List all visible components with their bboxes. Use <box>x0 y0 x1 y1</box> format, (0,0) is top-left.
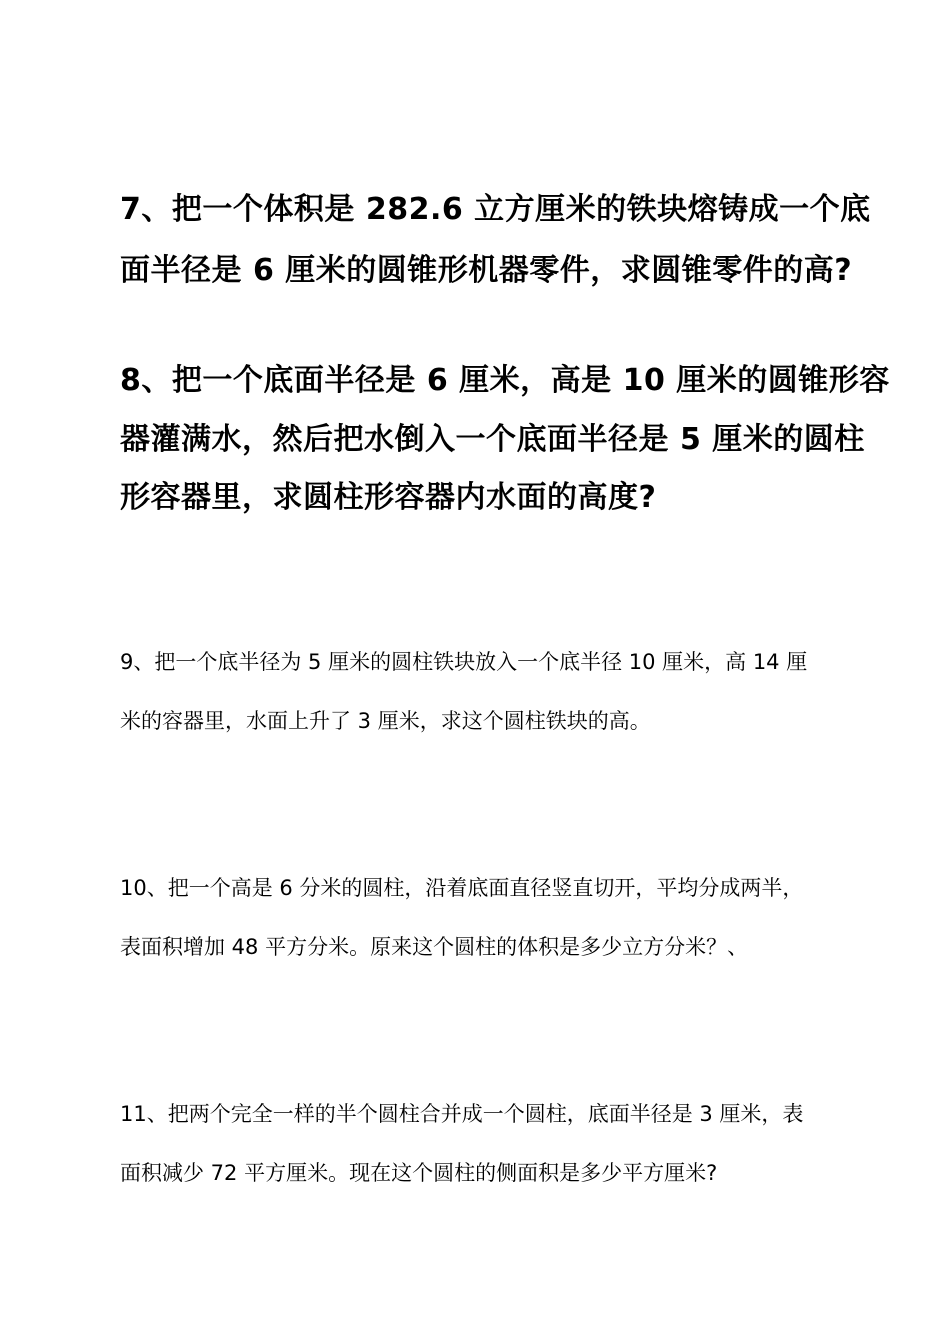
question-11-line-2: 面积减少 72 平方厘米。现在这个圆柱的侧面积是多少平方厘米? <box>120 1161 718 1185</box>
question-8-line-1: 8、把一个底面半径是 6 厘米，高是 10 厘米的圆锥形容 <box>120 363 890 398</box>
question-10-line-1: 10、把一个高是 6 分米的圆柱，沿着底面直径竖直切开，平均分成两半， <box>120 876 804 900</box>
question-9-line-2: 米的容器里，水面上升了 3 厘米，求这个圆柱铁块的高。 <box>120 709 651 733</box>
question-8-line-3: 形容器里，求圆柱形容器内水面的高度? <box>120 480 657 515</box>
question-9-line-1: 9、把一个底半径为 5 厘米的圆柱铁块放入一个底半径 10 厘米，高 14 厘 <box>120 650 808 674</box>
question-7-line-2: 面半径是 6 厘米的圆锥形机器零件，求圆锥零件的高? <box>120 253 853 288</box>
question-11-line-1: 11、把两个完全一样的半个圆柱合并成一个圆柱，底面半径是 3 厘米，表 <box>120 1102 804 1126</box>
question-8-line-2: 器灌满水，然后把水倒入一个底面半径是 5 厘米的圆柱 <box>120 422 865 457</box>
question-10-line-2: 表面积增加 48 平方分米。原来这个圆柱的体积是多少立方分米？、 <box>120 935 749 959</box>
question-7-line-1: 7、把一个体积是 282.6 立方厘米的铁块熔铸成一个底 <box>120 192 871 227</box>
